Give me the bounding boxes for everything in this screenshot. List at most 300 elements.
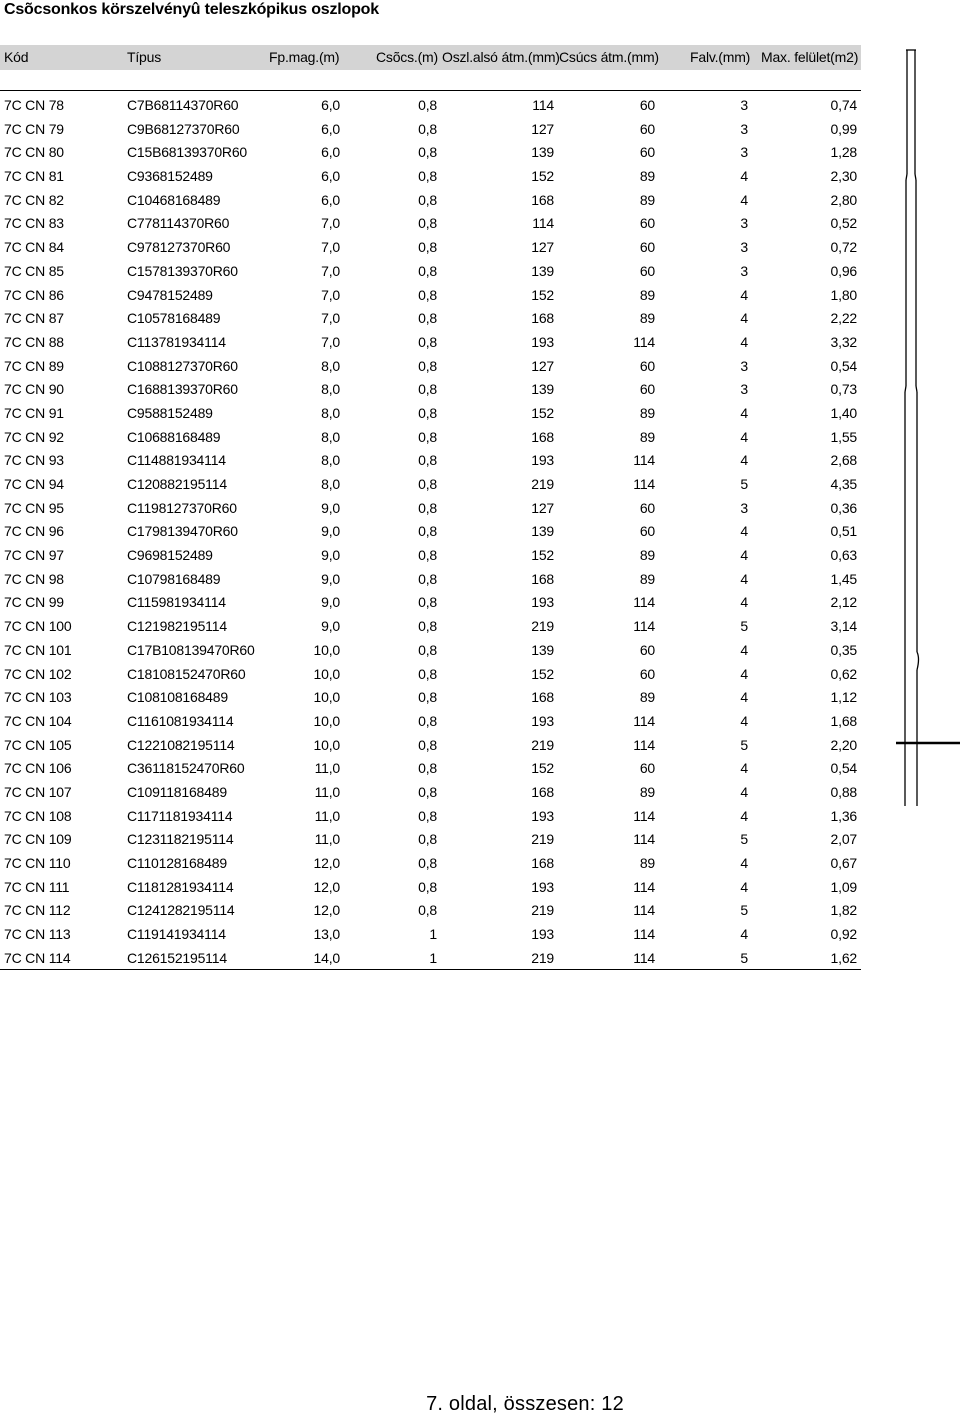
cell-kod: 7C CN 90 — [4, 381, 64, 398]
cell-csucs: 89 — [639, 286, 655, 303]
cell-max-felulet: 1,55 — [830, 428, 857, 445]
cell-tipus: C126152195114 — [127, 949, 227, 966]
cell-csucs: 114 — [633, 618, 655, 635]
cell-tipus: C10688168489 — [127, 428, 221, 445]
table-row — [0, 828, 861, 852]
cell-fp-mag: 14,0 — [313, 949, 340, 966]
table-row — [0, 757, 861, 781]
table-row — [0, 118, 861, 142]
cell-fp-mag: 10,0 — [313, 641, 340, 658]
cell-kod: 7C CN 85 — [4, 262, 64, 279]
cell-fp-mag: 8,0 — [321, 404, 340, 421]
cell-kod: 7C CN 88 — [4, 333, 64, 350]
table-row — [0, 189, 861, 213]
cell-csocs: 0,8 — [418, 783, 437, 800]
cell-oszl-also: 127 — [531, 357, 554, 374]
cell-tipus: C1161081934114 — [127, 712, 234, 729]
cell-oszl-also: 219 — [531, 949, 554, 966]
cell-kod: 7C CN 106 — [4, 760, 72, 777]
cell-max-felulet: 1,82 — [830, 902, 857, 919]
cell-csocs: 0,8 — [418, 428, 437, 445]
cell-falv: 3 — [740, 357, 748, 374]
cell-csucs: 60 — [639, 523, 655, 540]
cell-csocs: 0,8 — [418, 855, 437, 871]
cell-max-felulet: 1,28 — [830, 144, 857, 161]
cell-max-felulet: 0,62 — [830, 665, 857, 682]
cell-falv: 3 — [740, 144, 748, 161]
cell-kod: 7C CN 83 — [4, 215, 64, 232]
cell-fp-mag: 7,0 — [321, 239, 340, 256]
cell-csocs: 0,8 — [418, 286, 437, 303]
cell-fp-mag: 8,0 — [321, 381, 340, 398]
cell-tipus: C9368152489 — [127, 168, 213, 185]
cell-oszl-also: 219 — [531, 618, 554, 635]
cell-falv: 3 — [740, 499, 748, 516]
cell-oszl-also: 114 — [532, 215, 554, 232]
table-row — [0, 260, 861, 284]
cell-csucs: 89 — [639, 783, 655, 800]
cell-tipus: C1578139370R60 — [127, 262, 238, 279]
cell-csocs: 0,8 — [418, 215, 437, 232]
table-row — [0, 639, 861, 663]
cell-kod: 7C CN 108 — [4, 807, 72, 824]
cell-oszl-also: 219 — [531, 476, 554, 492]
cell-max-felulet: 2,07 — [830, 831, 857, 848]
cell-csocs: 0,8 — [418, 570, 437, 587]
cell-tipus: C1688139370R60 — [127, 381, 238, 398]
cell-tipus: C1231182195114 — [127, 831, 234, 848]
table-row — [0, 686, 861, 710]
cell-csucs: 114 — [633, 476, 655, 492]
cell-oszl-also: 168 — [531, 570, 554, 587]
cell-kod: 7C CN 91 — [4, 404, 64, 421]
cell-max-felulet: 3,14 — [830, 618, 857, 635]
cell-oszl-also: 193 — [531, 594, 554, 611]
cell-oszl-also: 168 — [531, 310, 554, 327]
cell-fp-mag: 11,0 — [314, 807, 340, 824]
cell-csocs: 0,8 — [418, 120, 437, 137]
cell-csucs: 60 — [639, 97, 655, 113]
cell-kod: 7C CN 98 — [4, 570, 64, 587]
cell-csucs: 60 — [639, 357, 655, 374]
cell-oszl-also: 127 — [531, 120, 554, 137]
cell-csucs: 114 — [633, 807, 655, 824]
cell-falv: 3 — [740, 381, 748, 398]
cell-tipus: C113781934114 — [127, 333, 226, 350]
cell-tipus: C9B68127370R60 — [127, 120, 240, 137]
cell-falv: 4 — [740, 855, 748, 871]
cell-oszl-also: 219 — [531, 831, 554, 848]
cell-fp-mag: 9,0 — [321, 618, 340, 635]
cell-csucs: 60 — [639, 641, 655, 658]
cell-oszl-also: 127 — [531, 239, 554, 256]
cell-oszl-also: 193 — [531, 712, 554, 729]
cell-tipus: C1241282195114 — [127, 902, 235, 919]
cell-kod: 7C CN 92 — [4, 428, 64, 445]
cell-falv: 5 — [740, 736, 748, 753]
cell-fp-mag: 11,0 — [314, 760, 340, 777]
cell-oszl-also: 193 — [531, 452, 554, 469]
cell-falv: 4 — [740, 926, 748, 943]
cell-fp-mag: 6,0 — [321, 120, 340, 137]
cell-kod: 7C CN 104 — [4, 712, 72, 729]
table-row — [0, 663, 861, 687]
cell-oszl-also: 219 — [531, 736, 554, 753]
cell-csocs: 0,8 — [418, 807, 437, 824]
cell-falv: 3 — [740, 97, 748, 113]
cell-falv: 4 — [740, 641, 748, 658]
cell-tipus: C110128168489 — [127, 855, 227, 871]
cell-fp-mag: 9,0 — [321, 499, 340, 516]
header-falv: Falv.(mm) — [690, 49, 751, 65]
cell-kod: 7C CN 103 — [4, 689, 72, 706]
table-row — [0, 591, 861, 615]
cell-tipus: C108108168489 — [127, 689, 228, 706]
cell-fp-mag: 6,0 — [321, 191, 340, 208]
cell-csocs: 1 — [429, 949, 437, 966]
cell-kod: 7C CN 80 — [4, 144, 64, 161]
cell-csucs: 114 — [633, 949, 655, 966]
table-row — [0, 852, 861, 876]
table-row — [0, 520, 861, 544]
cell-csucs: 114 — [633, 333, 655, 350]
cell-fp-mag: 9,0 — [321, 570, 340, 587]
cell-tipus: C1798139470R60 — [127, 523, 238, 540]
table-row — [0, 165, 861, 189]
table-row — [0, 805, 861, 829]
cell-csucs: 60 — [639, 760, 655, 777]
cell-falv: 5 — [740, 831, 748, 848]
cell-oszl-also: 139 — [531, 262, 554, 279]
cell-max-felulet: 2,30 — [830, 168, 857, 185]
cell-fp-mag: 9,0 — [321, 547, 340, 564]
cell-max-felulet: 1,68 — [830, 712, 857, 729]
cell-tipus: C119141934114 — [127, 926, 226, 943]
cell-kod: 7C CN 110 — [4, 855, 71, 871]
cell-csucs: 89 — [639, 191, 655, 208]
cell-kod: 7C CN 89 — [4, 357, 64, 374]
cell-oszl-also: 152 — [531, 665, 554, 682]
cell-tipus: C1171181934114 — [127, 807, 233, 824]
cell-oszl-also: 193 — [531, 878, 554, 895]
cell-falv: 3 — [740, 262, 748, 279]
cell-max-felulet: 0,92 — [830, 926, 857, 943]
cell-falv: 4 — [740, 783, 748, 800]
cell-tipus: C778114370R60 — [127, 215, 230, 232]
table-row — [0, 710, 861, 734]
table-bottom-divider — [0, 969, 861, 970]
cell-max-felulet: 0,51 — [830, 523, 857, 540]
cell-tipus: C10798168489 — [127, 570, 221, 587]
cell-kod: 7C CN 107 — [4, 783, 72, 800]
cell-csocs: 0,8 — [418, 97, 437, 113]
cell-oszl-also: 168 — [531, 191, 554, 208]
cell-max-felulet: 1,09 — [830, 878, 857, 895]
cell-csocs: 1 — [429, 926, 437, 943]
cell-tipus: C7B68114370R60 — [127, 97, 239, 113]
cell-csocs: 0,8 — [418, 144, 437, 161]
cell-csucs: 60 — [639, 665, 655, 682]
cell-fp-mag: 9,0 — [321, 523, 340, 540]
cell-fp-mag: 7,0 — [321, 310, 340, 327]
cell-csucs: 60 — [639, 144, 655, 161]
cell-falv: 4 — [740, 404, 748, 421]
header-fp-mag: Fp.mag.(m) — [269, 49, 340, 65]
cell-max-felulet: 0,73 — [830, 381, 857, 398]
cell-oszl-also: 152 — [531, 168, 554, 185]
header-csocs: Csõcs.(m) — [376, 49, 438, 65]
cell-falv: 4 — [740, 310, 748, 327]
cell-falv: 4 — [740, 191, 748, 208]
cell-kod: 7C CN 81 — [4, 168, 64, 185]
cell-max-felulet: 0,63 — [830, 547, 857, 564]
cell-oszl-also: 139 — [531, 144, 554, 161]
cell-max-felulet: 0,54 — [830, 760, 857, 777]
cell-falv: 5 — [740, 902, 748, 919]
cell-oszl-also: 193 — [531, 807, 554, 824]
cell-max-felulet: 1,36 — [830, 807, 857, 824]
cell-fp-mag: 13,0 — [313, 926, 340, 943]
header-csucs: Csúcs átm.(mm) — [559, 49, 659, 65]
cell-falv: 3 — [740, 120, 748, 137]
cell-tipus: C121982195114 — [127, 618, 227, 635]
header-divider — [0, 90, 861, 91]
cell-csocs: 0,8 — [418, 736, 437, 753]
cell-falv: 4 — [740, 878, 748, 895]
cell-kod: 7C CN 78 — [4, 97, 64, 113]
table-row — [0, 236, 861, 260]
table-row — [0, 331, 861, 355]
cell-csucs: 60 — [639, 262, 655, 279]
cell-max-felulet: 0,96 — [830, 262, 857, 279]
cell-kod: 7C CN 84 — [4, 239, 64, 256]
cell-csocs: 0,8 — [418, 523, 437, 540]
cell-kod: 7C CN 112 — [4, 902, 71, 919]
cell-tipus: C1088127370R60 — [127, 357, 238, 374]
cell-csocs: 0,8 — [418, 547, 437, 564]
table-row — [0, 497, 861, 521]
cell-kod: 7C CN 101 — [4, 641, 72, 658]
cell-csocs: 0,8 — [418, 641, 437, 658]
cell-tipus: C9478152489 — [127, 286, 213, 303]
cell-fp-mag: 7,0 — [321, 262, 340, 279]
cell-tipus: C1181281934114 — [127, 878, 234, 895]
cell-oszl-also: 168 — [531, 428, 554, 445]
table-row — [0, 947, 861, 971]
cell-kod: 7C CN 109 — [4, 831, 72, 848]
cell-oszl-also: 219 — [531, 902, 554, 919]
cell-kod: 7C CN 87 — [4, 310, 64, 327]
cell-max-felulet: 1,45 — [830, 570, 857, 587]
cell-csocs: 0,8 — [418, 594, 437, 611]
cell-oszl-also: 139 — [531, 641, 554, 658]
cell-csucs: 60 — [639, 215, 655, 232]
telescopic-pole-illustration — [896, 46, 960, 806]
cell-falv: 5 — [740, 949, 748, 966]
table-row — [0, 544, 861, 568]
cell-oszl-also: 139 — [531, 523, 554, 540]
cell-fp-mag: 8,0 — [321, 452, 340, 469]
cell-kod: 7C CN 95 — [4, 499, 64, 516]
cell-falv: 4 — [740, 523, 748, 540]
cell-falv: 3 — [740, 239, 748, 256]
table-row — [0, 923, 861, 947]
cell-csocs: 0,8 — [418, 902, 437, 919]
cell-fp-mag: 7,0 — [321, 286, 340, 303]
cell-kod: 7C CN 113 — [4, 926, 71, 943]
cell-fp-mag: 10,0 — [313, 736, 340, 753]
header-oszl-also: Oszl.alsó átm.(mm) — [442, 49, 560, 65]
table-row — [0, 615, 861, 639]
cell-csocs: 0,8 — [418, 476, 437, 492]
cell-oszl-also: 168 — [531, 855, 554, 871]
cell-fp-mag: 12,0 — [313, 855, 340, 871]
table-row — [0, 734, 861, 758]
table-header — [0, 45, 861, 70]
table-row — [0, 94, 861, 118]
cell-falv: 4 — [740, 594, 748, 611]
table-row — [0, 141, 861, 165]
cell-csucs: 114 — [633, 831, 655, 848]
cell-tipus: C115981934114 — [127, 594, 226, 611]
cell-fp-mag: 12,0 — [313, 878, 340, 895]
cell-falv: 4 — [740, 333, 748, 350]
cell-fp-mag: 6,0 — [321, 168, 340, 185]
cell-falv: 5 — [740, 476, 748, 492]
cell-csocs: 0,8 — [418, 618, 437, 635]
cell-falv: 4 — [740, 428, 748, 445]
cell-falv: 4 — [740, 452, 748, 469]
cell-max-felulet: 2,20 — [830, 736, 857, 753]
table-row — [0, 899, 861, 923]
cell-csucs: 114 — [633, 452, 655, 469]
cell-oszl-also: 152 — [531, 547, 554, 564]
cell-csucs: 89 — [639, 689, 655, 706]
table-row — [0, 473, 861, 497]
cell-fp-mag: 8,0 — [321, 476, 340, 492]
cell-falv: 4 — [740, 807, 748, 824]
cell-csocs: 0,8 — [418, 878, 437, 895]
cell-fp-mag: 8,0 — [321, 357, 340, 374]
cell-csucs: 114 — [633, 736, 655, 753]
cell-oszl-also: 193 — [531, 333, 554, 350]
cell-csocs: 0,8 — [418, 357, 437, 374]
cell-oszl-also: 168 — [531, 689, 554, 706]
cell-max-felulet: 3,32 — [830, 333, 857, 350]
cell-max-felulet: 0,52 — [830, 215, 857, 232]
table-row — [0, 355, 861, 379]
cell-max-felulet: 0,99 — [830, 120, 857, 137]
cell-max-felulet: 0,54 — [830, 357, 857, 374]
cell-csocs: 0,8 — [418, 333, 437, 350]
cell-kod: 7C CN 79 — [4, 120, 64, 137]
cell-falv: 4 — [740, 712, 748, 729]
cell-fp-mag: 10,0 — [313, 712, 340, 729]
cell-max-felulet: 2,68 — [830, 452, 857, 469]
cell-csucs: 60 — [639, 120, 655, 137]
cell-kod: 7C CN 82 — [4, 191, 64, 208]
cell-tipus: C36118152470R60 — [127, 760, 245, 777]
table-row — [0, 212, 861, 236]
cell-falv: 4 — [740, 547, 748, 564]
cell-kod: 7C CN 96 — [4, 523, 64, 540]
cell-csucs: 60 — [639, 381, 655, 398]
cell-max-felulet: 2,22 — [830, 310, 857, 327]
cell-fp-mag: 7,0 — [321, 333, 340, 350]
cell-csucs: 114 — [633, 878, 655, 895]
cell-fp-mag: 7,0 — [321, 215, 340, 232]
cell-tipus: C18108152470R60 — [127, 665, 246, 682]
table-row — [0, 568, 861, 592]
cell-oszl-also: 114 — [532, 97, 554, 113]
cell-max-felulet: 1,80 — [830, 286, 857, 303]
cell-oszl-also: 168 — [531, 783, 554, 800]
cell-max-felulet: 0,35 — [830, 641, 857, 658]
cell-csucs: 114 — [633, 594, 655, 611]
cell-fp-mag: 9,0 — [321, 594, 340, 611]
header-max-felulet: Max. felület(m2) — [761, 49, 859, 65]
cell-kod: 7C CN 86 — [4, 286, 64, 303]
page-footer: 7. oldal, összesen: 12 — [426, 1393, 624, 1415]
cell-max-felulet: 1,40 — [830, 404, 857, 421]
table-row — [0, 449, 861, 473]
cell-tipus: C17B108139470R60 — [127, 641, 255, 658]
cell-tipus: C9698152489 — [127, 547, 213, 564]
cell-kod: 7C CN 111 — [4, 878, 70, 895]
cell-max-felulet: 1,62 — [830, 949, 857, 966]
cell-oszl-also: 152 — [531, 760, 554, 777]
cell-tipus: C109118168489 — [127, 783, 227, 800]
cell-csocs: 0,8 — [418, 404, 437, 421]
table-row — [0, 284, 861, 308]
data-table — [0, 94, 861, 970]
cell-falv: 4 — [740, 665, 748, 682]
cell-tipus: C1221082195114 — [127, 736, 235, 753]
cell-csucs: 89 — [639, 404, 655, 421]
cell-csocs: 0,8 — [418, 310, 437, 327]
cell-tipus: C10468168489 — [127, 191, 221, 208]
cell-csucs: 89 — [639, 547, 655, 564]
cell-csucs: 60 — [639, 239, 655, 256]
cell-csucs: 89 — [639, 168, 655, 185]
cell-max-felulet: 0,88 — [830, 783, 857, 800]
cell-max-felulet: 0,67 — [830, 855, 857, 871]
cell-max-felulet: 0,72 — [830, 239, 857, 256]
cell-csucs: 114 — [633, 926, 655, 943]
cell-csocs: 0,8 — [418, 381, 437, 398]
cell-oszl-also: 127 — [531, 499, 554, 516]
cell-tipus: C15B68139370R60 — [127, 144, 247, 161]
cell-csocs: 0,8 — [418, 452, 437, 469]
cell-kod: 7C CN 100 — [4, 618, 72, 635]
cell-csocs: 0,8 — [418, 665, 437, 682]
cell-falv: 4 — [740, 168, 748, 185]
header-tipus: Típus — [127, 49, 162, 65]
cell-max-felulet: 0,74 — [830, 97, 857, 113]
table-row — [0, 426, 861, 450]
cell-csucs: 89 — [639, 570, 655, 587]
table-row — [0, 307, 861, 331]
cell-csucs: 89 — [639, 310, 655, 327]
cell-tipus: C1198127370R60 — [127, 499, 237, 516]
cell-kod: 7C CN 114 — [4, 949, 71, 966]
cell-oszl-also: 152 — [531, 404, 554, 421]
cell-oszl-also: 193 — [531, 926, 554, 943]
cell-csucs: 114 — [633, 712, 655, 729]
cell-csocs: 0,8 — [418, 499, 437, 516]
table-row — [0, 402, 861, 426]
cell-fp-mag: 8,0 — [321, 428, 340, 445]
